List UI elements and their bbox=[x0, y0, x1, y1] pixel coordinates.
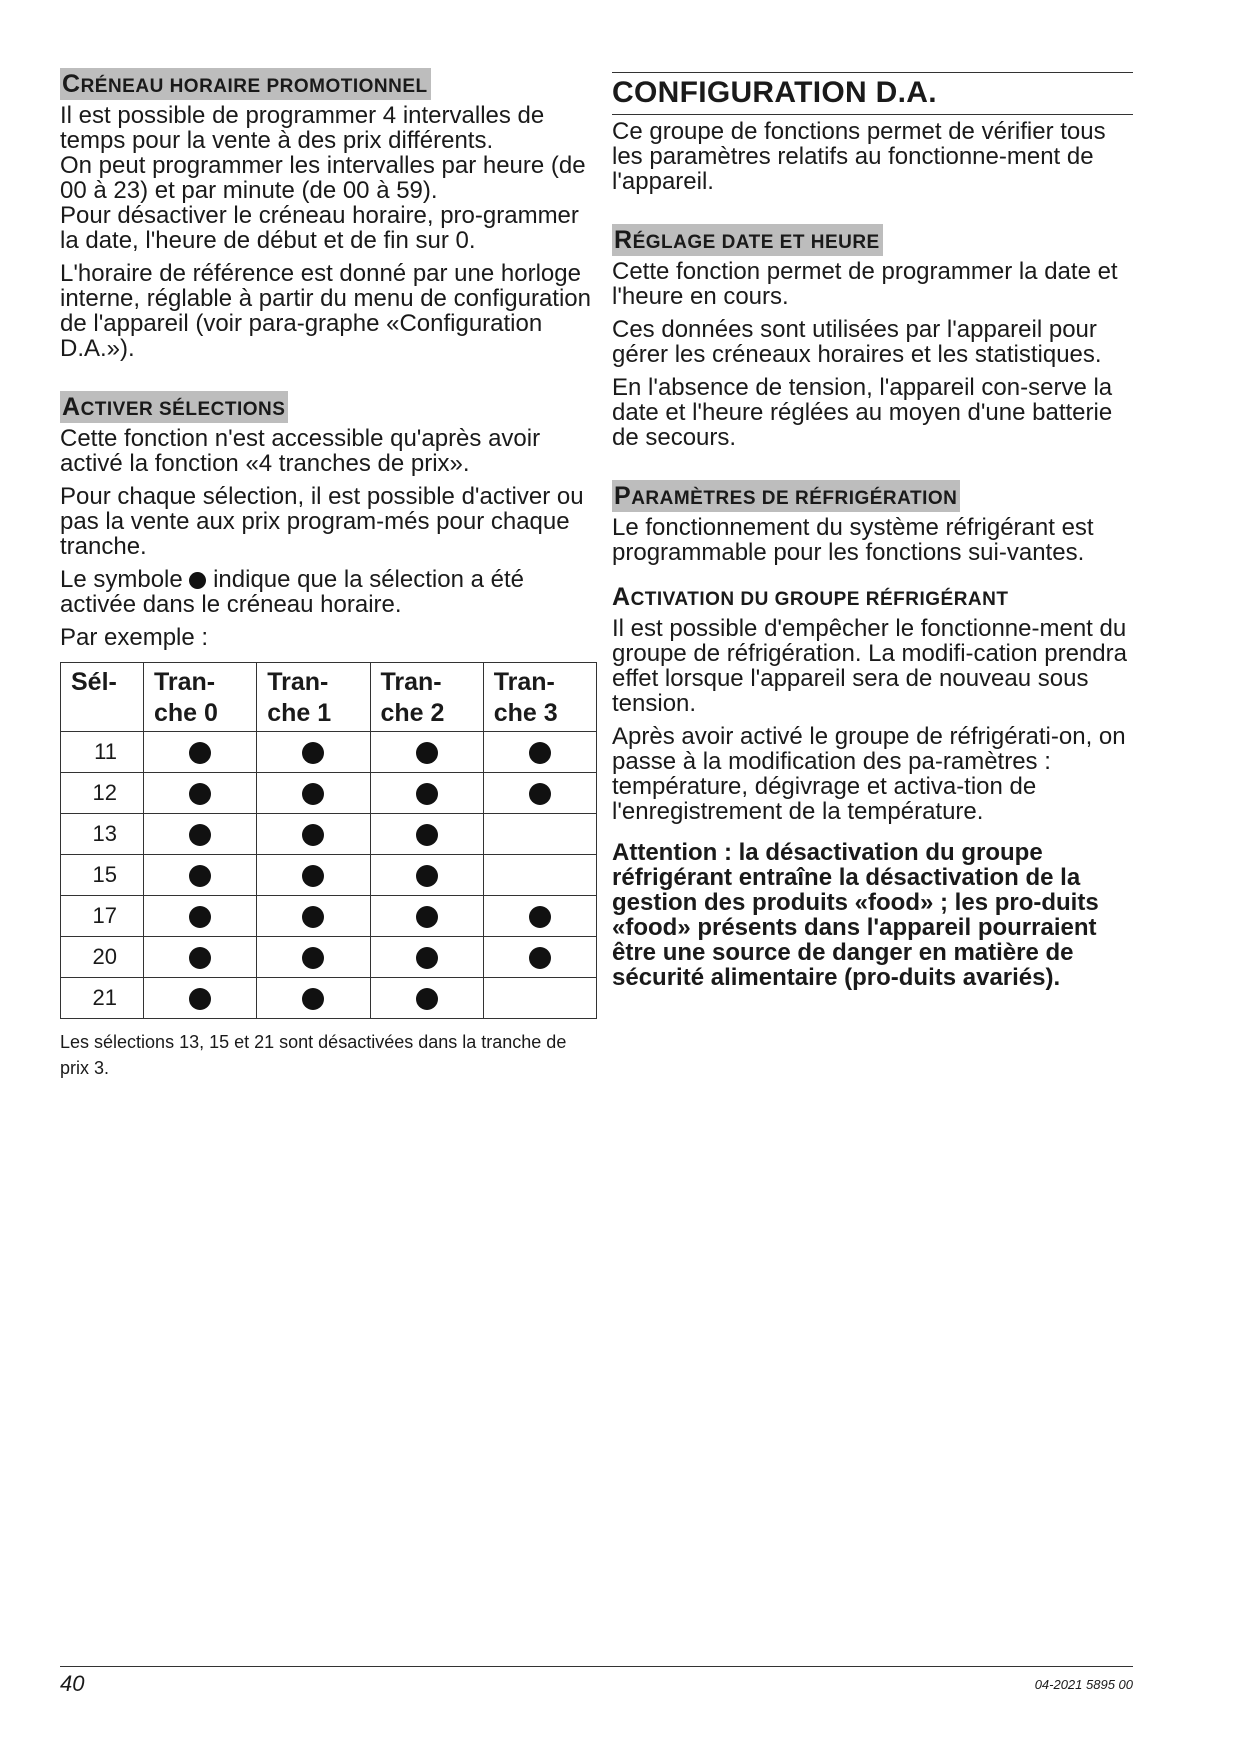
selection-number: 21 bbox=[61, 978, 144, 1019]
active-dot-icon bbox=[416, 865, 438, 887]
paragraph: Il est possible d'empêcher le fonctionne-ment du groupe de réfrigération. La modifi-cation prendra effet lorsque l'appareil sera de nouveau sous tension. bbox=[612, 615, 1127, 717]
table-row bbox=[61, 978, 597, 1019]
paragraph: Cette fonction n'est accessible qu'après avoir activé la fonction «4 tranches de prix». bbox=[60, 425, 541, 477]
tranche-cell bbox=[257, 896, 370, 937]
active-dot-icon bbox=[529, 906, 551, 928]
active-dot-icon bbox=[416, 947, 438, 969]
page-title: CONFIGURATION D.A. bbox=[612, 72, 1133, 115]
tranche-cell bbox=[370, 814, 483, 855]
paragraph: On peut programmer les intervalles par heure (de 00 à 23) et par minute (de 00 à 59). bbox=[60, 152, 586, 204]
selection-number: 12 bbox=[61, 773, 144, 814]
tranche-cell bbox=[144, 896, 257, 937]
tranche-cell bbox=[370, 896, 483, 937]
tranche-cell bbox=[257, 978, 370, 1019]
table-body bbox=[61, 732, 597, 1019]
active-dot-icon bbox=[416, 824, 438, 846]
active-dot-icon bbox=[189, 906, 211, 928]
page-footer bbox=[60, 1666, 1133, 1697]
active-dot-icon bbox=[302, 742, 324, 764]
tranche-cell bbox=[483, 937, 596, 978]
active-dot-icon bbox=[302, 947, 324, 969]
section-heading-reglage: RÉGLAGE DATE ET HEURE bbox=[612, 224, 883, 256]
selection-number: 13 bbox=[61, 814, 144, 855]
active-dot-icon bbox=[416, 742, 438, 764]
table-row bbox=[61, 896, 597, 937]
selection-number: 17 bbox=[61, 896, 144, 937]
section-heading-parametres: PARAMÈTRES DE RÉFRIGÉRATION bbox=[612, 480, 960, 512]
column-header: Tran-che 0 bbox=[144, 663, 257, 732]
paragraph: Le symbole indique que la sélection a été activée dans le créneau horaire. bbox=[60, 566, 524, 618]
tranche-cell bbox=[370, 855, 483, 896]
tranche-cell bbox=[257, 732, 370, 773]
tranche-cell bbox=[144, 732, 257, 773]
selection-number: 15 bbox=[61, 855, 144, 896]
active-dot-icon bbox=[416, 783, 438, 805]
table-row bbox=[61, 773, 597, 814]
paragraph: Il est possible de programmer 4 intervalles de temps pour la vente à des prix différents. bbox=[60, 102, 545, 154]
selection-number: 11 bbox=[61, 732, 144, 773]
table-header-row bbox=[61, 663, 597, 732]
tranche-cell bbox=[144, 978, 257, 1019]
active-dot-icon bbox=[302, 783, 324, 805]
active-dot-icon bbox=[529, 783, 551, 805]
active-dot-icon bbox=[302, 865, 324, 887]
paragraph: Après avoir activé le groupe de réfrigérati-on, on passe à la modification des pa-ramètres : température, dégivrage et activa-tion de l'enregistrement de la température. bbox=[612, 723, 1126, 825]
paragraph: Le fonctionnement du système réfrigérant est programmable pour les fonctions sui-vantes. bbox=[612, 514, 1094, 566]
page-number: 40 bbox=[60, 1671, 85, 1696]
column-header: Sél- bbox=[61, 663, 144, 732]
tranche-cell bbox=[257, 937, 370, 978]
subsection-heading-activation: ACTIVATION DU GROUPE RÉFRIGÉRANT bbox=[612, 583, 1009, 611]
paragraph: En l'absence de tension, l'appareil con-serve la date et l'heure réglées au moyen d'une batterie de secours. bbox=[612, 374, 1113, 451]
tranche-cell bbox=[483, 978, 596, 1019]
active-dot-icon bbox=[416, 906, 438, 928]
attention-paragraph: Attention : la désactivation du groupe réfrigérant entraîne la désactivation de la gestion des produits «food» ; les pro-duits «food» présents dans l'appareil pourraient être une source de danger en matière de sécurité alimentaire (pro-duits avariés). bbox=[612, 839, 1099, 991]
table-row bbox=[61, 937, 597, 978]
tranche-cell bbox=[144, 773, 257, 814]
column-header: Tran-che 1 bbox=[257, 663, 370, 732]
tranche-cell bbox=[370, 978, 483, 1019]
paragraph: Par exemple : bbox=[60, 624, 209, 651]
active-dot-icon bbox=[529, 742, 551, 764]
paragraph: L'horaire de référence est donné par une horloge interne, réglable à partir du menu de configuration de l'appareil (voir para-graphe «Configuration D.A.»). bbox=[60, 260, 591, 362]
table-row bbox=[61, 732, 597, 773]
paragraph: Pour désactiver le créneau horaire, pro-grammer la date, l'heure de début et de fin sur 0. bbox=[60, 202, 579, 254]
tranche-cell bbox=[483, 855, 596, 896]
bullet-symbol-icon bbox=[189, 572, 206, 589]
left-column bbox=[60, 68, 595, 1081]
active-dot-icon bbox=[189, 988, 211, 1010]
paragraph: Cette fonction permet de programmer la date et l'heure en cours. bbox=[612, 258, 1118, 310]
right-column bbox=[612, 68, 1133, 998]
tranche-cell bbox=[483, 814, 596, 855]
tranche-cell bbox=[370, 773, 483, 814]
column-header: Tran-che 2 bbox=[370, 663, 483, 732]
active-dot-icon bbox=[302, 988, 324, 1010]
active-dot-icon bbox=[302, 906, 324, 928]
active-dot-icon bbox=[529, 947, 551, 969]
paragraph: Pour chaque sélection, il est possible d'activer ou pas la vente aux prix program-més pour chaque tranche. bbox=[60, 483, 584, 560]
document-code: 04-2021 5895 00 bbox=[1034, 1677, 1133, 1692]
table-note: Les sélections 13, 15 et 21 sont désactivées dans la tranche de prix 3. bbox=[60, 1032, 567, 1078]
active-dot-icon bbox=[302, 824, 324, 846]
section-heading-activer: ACTIVER SÉLECTIONS bbox=[60, 391, 288, 423]
tranche-cell bbox=[257, 773, 370, 814]
tranche-cell bbox=[257, 855, 370, 896]
active-dot-icon bbox=[416, 988, 438, 1010]
tranche-cell bbox=[483, 732, 596, 773]
active-dot-icon bbox=[189, 865, 211, 887]
table-row bbox=[61, 855, 597, 896]
column-header: Tran-che 3 bbox=[483, 663, 596, 732]
tranche-cell bbox=[257, 814, 370, 855]
paragraph: Ces données sont utilisées par l'appareil pour gérer les créneaux horaires et les statistiques. bbox=[612, 316, 1102, 368]
selection-table bbox=[60, 662, 597, 1019]
active-dot-icon bbox=[189, 783, 211, 805]
tranche-cell bbox=[370, 937, 483, 978]
table-row bbox=[61, 814, 597, 855]
tranche-cell bbox=[483, 896, 596, 937]
active-dot-icon bbox=[189, 742, 211, 764]
tranche-cell bbox=[370, 732, 483, 773]
tranche-cell bbox=[144, 855, 257, 896]
selection-number: 20 bbox=[61, 937, 144, 978]
paragraph: Ce groupe de fonctions permet de vérifier tous les paramètres relatifs au fonctionne-ment de l'appareil. bbox=[612, 118, 1106, 195]
section-heading-creneau: CRÉNEAU HORAIRE PROMOTIONNEL bbox=[60, 68, 431, 100]
tranche-cell bbox=[144, 937, 257, 978]
tranche-cell bbox=[483, 773, 596, 814]
tranche-cell bbox=[144, 814, 257, 855]
active-dot-icon bbox=[189, 947, 211, 969]
active-dot-icon bbox=[189, 824, 211, 846]
